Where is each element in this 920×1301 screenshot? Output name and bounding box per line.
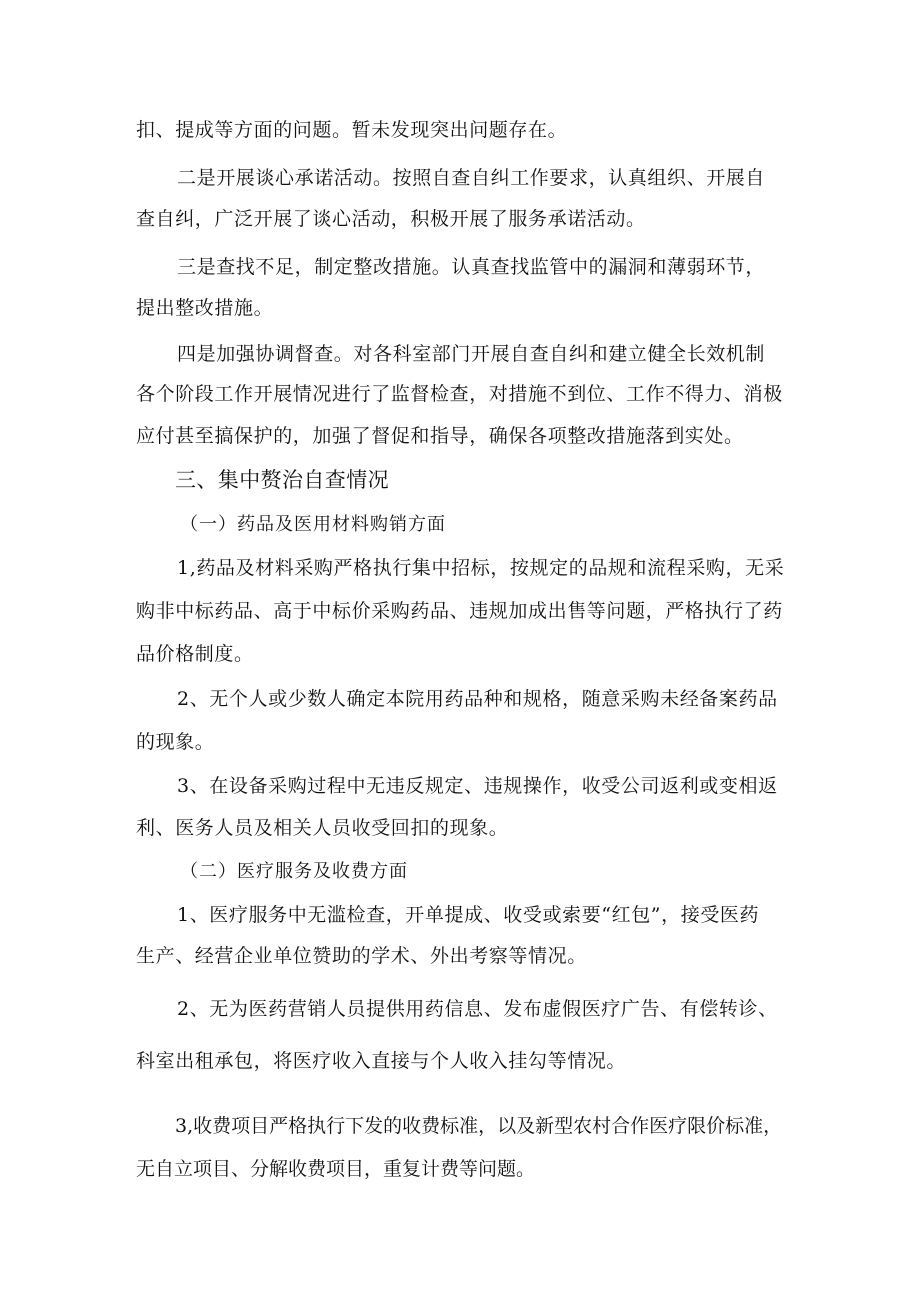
paragraph-line: 提出整改措施。 xyxy=(136,297,274,319)
paragraph-line: 品价格制度。 xyxy=(136,643,254,665)
paragraph-line: 四是加强协调督查。对各科室部门开展自查自纠和建立健全长效机制 xyxy=(177,343,766,365)
paragraph-line: 3、在设备采购过程中无违反规定、违规操作，收受公司返利或变相返 xyxy=(177,775,778,797)
paragraph-line: 各个阶段工作开展情况进行了监督检查，对措施不到位、工作不得力、消极 xyxy=(136,383,783,405)
paragraph-line: 1、医疗服务中无滥检查，开单提成、收受或索要“红包”，接受医药 xyxy=(177,904,760,926)
paragraph-line: 1,药品及材料采购严格执行集中招标，按规定的品规和流程采购，无采 xyxy=(177,557,785,579)
paragraph-line: 二是开展谈心承诺活动。按照自查自纠工作要求，认真组织、开展自 xyxy=(177,167,766,189)
section-heading: 三、集中赘治自查情况 xyxy=(175,468,389,492)
paragraph-line: 2、无个人或少数人确定本院用药品种和规格，随意采购未经备案药品 xyxy=(177,688,778,710)
paragraph-line: 购非中标药品、高于中标价采购药品、违规加成出售等问题，严格执行了药 xyxy=(136,600,783,622)
paragraph-line: 无自立项目、分解收费项目，重复计费等问题。 xyxy=(136,1158,536,1180)
paragraph-line: 的现象。 xyxy=(136,731,215,753)
paragraph-line: 查自纠，广泛开展了谈心活动，积极开展了服务承诺活动。 xyxy=(136,208,646,230)
subsection-heading: （二）医疗服务及收费方面 xyxy=(180,861,408,882)
paragraph-line: 3,收费项目严格执行下发的收费标准，以及新型农村合作医疗限价标准， xyxy=(175,1115,783,1137)
paragraph-line: 2、无为医药营销人员提供用药信息、发布虚假医疗广告、有偿转诊、 xyxy=(177,998,778,1020)
paragraph-line: 生产、经营企业单位赞助的学术、外出考察等情况。 xyxy=(136,945,587,967)
paragraph-line: 三是查找不足，制定整改措施。认真查找监管中的漏洞和薄弱环节， xyxy=(177,256,766,278)
paragraph-line: 科室出租承包，将医疗收入直接与个人收入挂勾等情况。 xyxy=(136,1050,627,1072)
paragraph-line: 扣、提成等方面的问题。暂未发现突出问题存在。 xyxy=(136,119,568,141)
paragraph-line: 利、医务人员及相关人员收受回扣的现象。 xyxy=(136,817,509,839)
subsection-heading: （一）药品及医用材料购销方面 xyxy=(180,514,446,535)
paragraph-line: 应付甚至搞保护的，加强了督促和指导，确保各项整改措施落到实处。 xyxy=(136,425,744,447)
